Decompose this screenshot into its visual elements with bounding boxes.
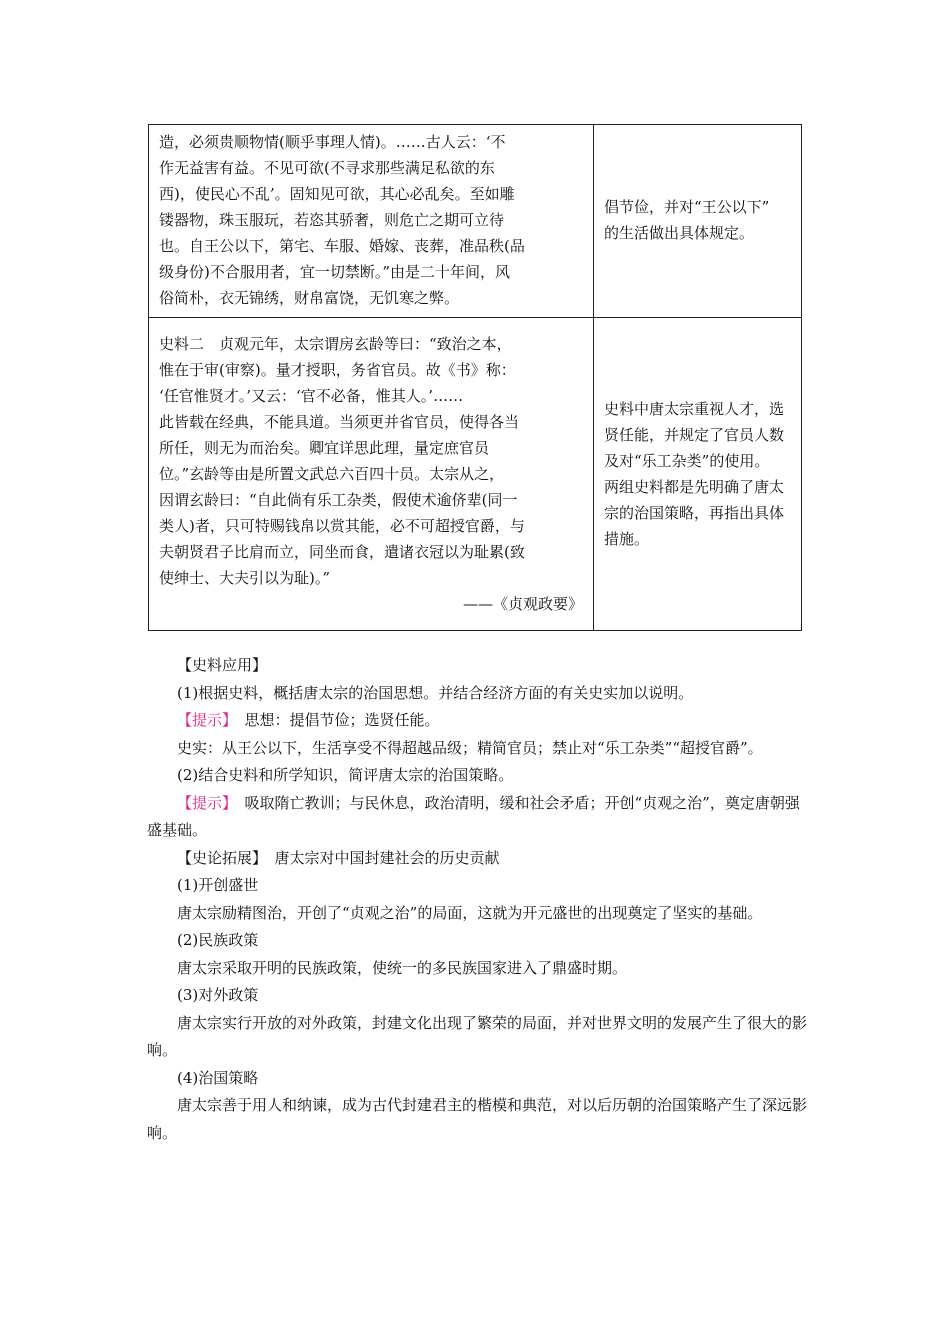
question-two: (2)结合史料和所学知识，简评唐太宗的治国策略。 bbox=[177, 766, 514, 784]
table-row bbox=[149, 125, 802, 318]
body-content bbox=[147, 652, 812, 1147]
source-two-analysis: 史料中唐太宗重视人才，选 贤任能，并规定了官员人数 及对“乐工杂类”的使用。 两组史料都是先明确了唐太 宗的治国策略，再指出具体 措施。 bbox=[604, 400, 785, 548]
answer-one bbox=[147, 707, 812, 735]
extension-heading: 【史论拓展】 唐太宗对中国封建社会的历史贡献 bbox=[177, 848, 500, 867]
question-one: (1)根据史料，概括唐太宗的治国思想。并结合经济方面的有关史实加以说明。 bbox=[177, 683, 694, 702]
source-two-analysis-cell bbox=[594, 318, 802, 631]
extension-item-title: (4)治国策略 bbox=[177, 1068, 259, 1087]
source-two-text: 史料二 贞观元年，太宗谓房玄龄等曰：“致治之本， 惟在于审(审察)。量才授职，务省官员。故《书》称： ‘任官惟贤才。’又云：‘官不必备，惟其人。’…… 此皆载在经典，不能具道。当须更并省官员，使得各当 所任，则无为而治矣。卿宜详思此理，量定庶官员 位。”玄龄等由是所置文武总六百四十员。太宗从之， 因谓玄龄曰：“自此倘有乐工杂类，假使术逾侪辈(同一 类人)者，只可特赐钱帛以赏其能，必不可超授官爵，与 夫朝贤君子比肩而立，同坐而食，遣诸衣冠以为耻累(致 使绅士、大夫引以为耻)。” bbox=[159, 335, 525, 587]
source-two-citation: ——《贞观政要》 bbox=[462, 595, 583, 613]
extension-item-title: (3)对外政策 bbox=[177, 986, 259, 1004]
hint-label: 【提示】 bbox=[177, 711, 230, 729]
source-one-cell bbox=[149, 125, 594, 318]
source-one-analysis-cell bbox=[594, 125, 802, 318]
source-one-analysis: 倡节俭，并对“王公以下” 的生活做出具体规定。 bbox=[604, 198, 770, 242]
answer-two bbox=[147, 790, 812, 845]
extension-item-text: 唐太宗励精图治，开创了“贞观之治”的局面，这就为开元盛世的出现奠定了坚实的基础。 bbox=[177, 903, 763, 922]
answer-two-text: 吸取隋亡教训；与民休息，政治清明，缓和社会矛盾；开创“贞观之治”，奠定唐朝强盛基础。 bbox=[147, 793, 800, 839]
answer-one-facts: 史实：从王公以下，生活享受不得超越品级；精简官员；禁止对“乐工杂类”“超授官爵”。 bbox=[177, 738, 763, 757]
extension-item-title: (2)民族政策 bbox=[177, 931, 259, 949]
application-heading: 【史料应用】 bbox=[177, 656, 268, 674]
extension-item-text: 唐太宗实行开放的对外政策，封建文化出现了繁荣的局面，并对世界文明的发展产生了很大的影响。 bbox=[147, 1013, 808, 1059]
source-one-text: 造，必须贵顺物情(顺乎事理人情)。……古人云：‘不 作无益害有益。不见可欲(不寻求那些满足私欲的东 西)，使民心不乱’。固知见可欲，其心必乱矣。至如雕 镂器物，珠玉服玩，若恣其骄奢，则危亡之期可立待 也。自王公以下，第宅、车服、婚嫁、丧葬，准品秩(品 级身份)不合服用者，宜一切禁断。”由是二十年间，风 俗简朴，衣无锦绣，财帛富饶，无饥寒之弊。 bbox=[159, 133, 525, 307]
extension-item-text: 唐太宗采取开明的民族政策，使统一的多民族国家进入了鼎盛时期。 bbox=[177, 958, 628, 977]
hint-label: 【提示】 bbox=[177, 793, 230, 812]
extension-item-title: (1)开创盛世 bbox=[177, 876, 259, 894]
answer-one-text: 思想：提倡节俭；选贤任能。 bbox=[229, 711, 440, 729]
extension-item-text: 唐太宗善于用人和纳谏，成为古代封建君主的楷模和典范，对以后历朝的治国策略产生了深远影响。 bbox=[147, 1096, 808, 1142]
table-row bbox=[149, 318, 802, 631]
source-material-table bbox=[148, 124, 802, 631]
source-two-cell bbox=[149, 318, 594, 631]
